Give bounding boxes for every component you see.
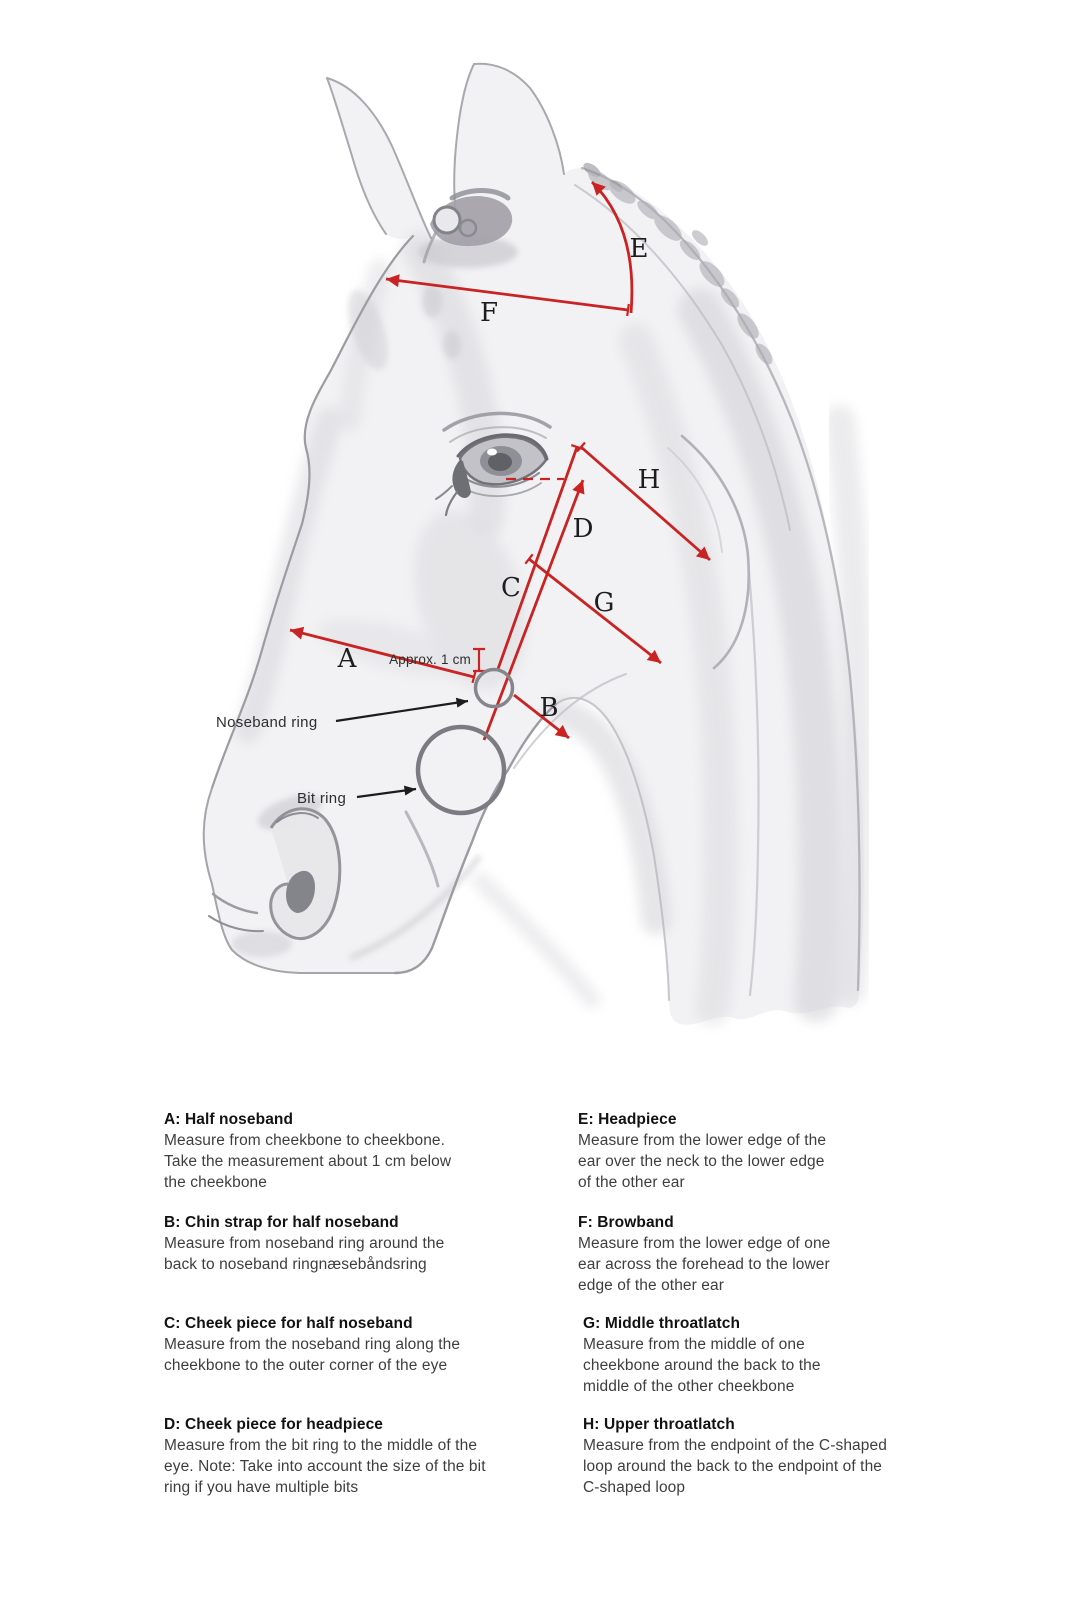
label-F: F [479,298,499,328]
label-C: C [501,573,521,603]
legend-line: ring if you have multiple bits [164,1479,359,1496]
legend-line: Measure from the bit ring to the middle of the [164,1437,478,1454]
legend-line: Measure from the lower edge of one [578,1235,831,1252]
legend-item-f [578,1212,978,1296]
legend-line: cheekbone around the back to the [583,1357,821,1374]
legend-heading-d: D: Cheek piece for headpiece [164,1416,384,1433]
label-D: D [572,514,594,544]
legend-heading-c: C: Cheek piece for half noseband [164,1315,413,1332]
legend-line: Measure from noseband ring around the [164,1235,445,1252]
legend-heading-h: H: Upper throatlatch [583,1416,735,1433]
noseband-ring-label: Noseband ring [216,714,318,731]
legend-line: Measure from cheekbone to cheekbone. [164,1132,446,1149]
legend-heading-f: F: Browband [578,1214,674,1231]
legend-item-g [583,1313,983,1397]
legend-heading-b: B: Chin strap for half noseband [164,1214,399,1231]
legend-item-e [578,1109,978,1193]
legend-heading-e: E: Headpiece [578,1111,677,1128]
legend-line: Measure from the lower edge of the [578,1132,827,1149]
legend-line: back to noseband ringnæsebåndsring [164,1256,427,1273]
label-A: A [337,644,357,674]
legend-line: Measure from the noseband ring along the [164,1336,461,1353]
legend-line: middle of the other cheekbone [583,1378,795,1395]
label-E: E [629,234,649,264]
legend-line: eye. Note: Take into account the size of the bit [164,1458,486,1475]
legend-line: of the other ear [578,1174,685,1191]
legend-line: Measure from the middle of one [583,1336,805,1353]
legend-line: cheekbone to the outer corner of the eye [164,1357,448,1374]
label-G: G [593,588,615,618]
legend-line: ear over the neck to the lower edge [578,1153,825,1170]
horse-head-illustration [204,64,864,1025]
legend-line: loop around the back to the endpoint of the [583,1458,883,1475]
legend-line: edge of the other ear [578,1277,725,1294]
legend-heading-a: A: Half noseband [164,1111,294,1128]
approx-1cm-label: Approx. 1 cm [389,652,471,667]
legend-line: the cheekbone [164,1174,267,1191]
bit-ring-label: Bit ring [297,790,347,807]
legend-line: Take the measurement about 1 cm below [164,1153,452,1170]
legend-item-a [164,1109,564,1193]
legend-item-d [164,1414,564,1498]
label-B: B [539,693,559,723]
legend-line: Measure from the endpoint of the C-shaped [583,1437,887,1454]
legend-item-b [164,1212,564,1275]
legend-item-h [583,1414,983,1498]
legend-item-c [164,1313,564,1376]
legend-line: ear across the forehead to the lower [578,1256,830,1273]
label-H: H [637,465,661,495]
legend-line: C-shaped loop [583,1479,686,1496]
legend-heading-g: G: Middle throatlatch [583,1315,741,1332]
